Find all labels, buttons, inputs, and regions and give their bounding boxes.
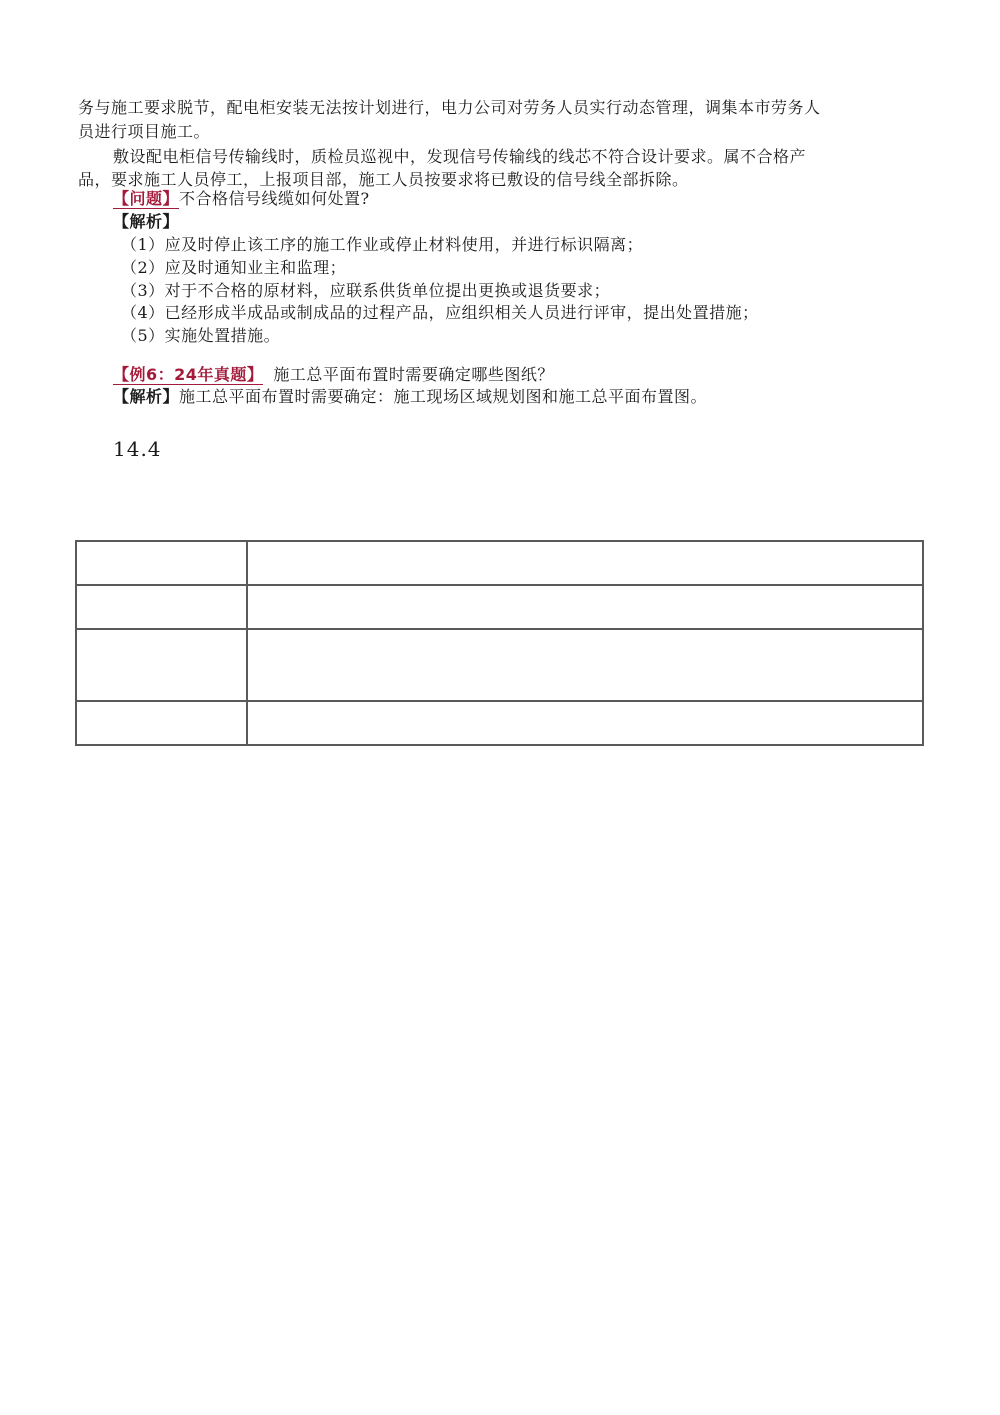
paragraph-2-line-1: 敷设配电柜信号传输线时，质检员巡视中，发现信号传输线的线芯不符合设计要求。属不合格产: [113, 147, 807, 166]
analysis-tag: 【解析】: [113, 212, 180, 231]
table-row: [76, 629, 923, 701]
table-row: [76, 585, 923, 629]
example-answer-text: 施工总平面布置时需要确定：施工现场区域规划图和施工总平面布置图。: [179, 387, 708, 406]
table-cell: [76, 541, 247, 585]
table-cell: [247, 701, 923, 745]
example-answer-tag: 【解析】: [113, 387, 180, 406]
analysis-item-2: （2）应及时通知业主和监理；: [121, 258, 347, 277]
table-cell: [247, 585, 923, 629]
paragraph-1-line-2: 员进行项目施工。: [78, 122, 211, 141]
table-cell: [247, 629, 923, 701]
analysis-item-5: （5）实施处置措施。: [121, 326, 281, 345]
question-line: [113, 188, 370, 210]
paragraph-2-line-2: 品，要求施工人员停工，上报项目部，施工人员按要求将已敷设的信号线全部拆除。: [78, 170, 689, 189]
table-cell: [76, 585, 247, 629]
table-row: [76, 701, 923, 745]
example-tag: 【例6：24年真题】: [113, 365, 264, 384]
question-tag: 【问题】: [113, 189, 180, 208]
example-line: [113, 364, 554, 386]
paragraph-1-line-1: 务与施工要求脱节，配电柜安装无法按计划进行，电力公司对劳务人员实行动态管理，调集本市劳务人: [78, 98, 821, 117]
table-cell: [247, 541, 923, 585]
question-text: 不合格信号线缆如何处置?: [179, 189, 370, 208]
table-row: [76, 541, 923, 585]
section-number: 14.4: [113, 437, 162, 461]
analysis-item-4: （4）已经形成半成品或制成品的过程产品，应组织相关人员进行评审，提出处置措施；: [121, 303, 759, 322]
analysis-item-1: （1）应及时停止该工序的施工作业或停止材料使用，并进行标识隔离；: [121, 235, 644, 254]
example-answer-line: [113, 386, 707, 408]
empty-table: [75, 540, 924, 746]
table-cell: [76, 701, 247, 745]
example-question-text: 施工总平面布置时需要确定哪些图纸？: [273, 365, 554, 384]
table-cell: [76, 629, 247, 701]
analysis-item-3: （3）对于不合格的原材料，应联系供货单位提出更换或退货要求；: [121, 281, 611, 300]
